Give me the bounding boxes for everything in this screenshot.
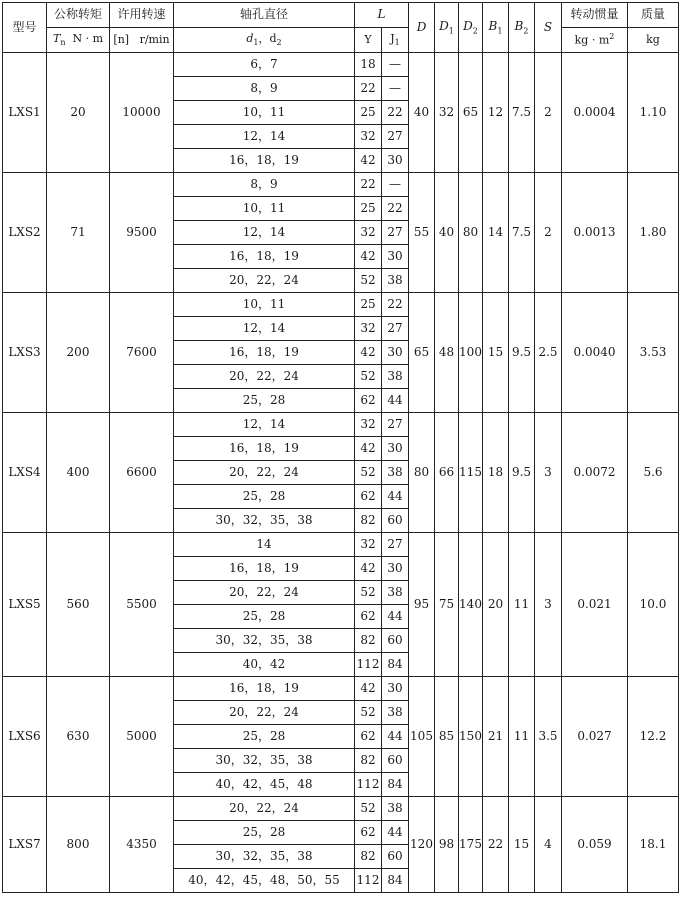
D-cell: 65: [409, 293, 435, 413]
header-inertia-unit: kg · $m^2$: [562, 28, 628, 53]
length-Y-cell: 42: [355, 677, 382, 701]
header-speed: 许用转速: [110, 3, 174, 28]
bore-diameter-cell: 20，22，24: [174, 797, 355, 821]
length-J1-cell: 27: [382, 533, 409, 557]
speed-cell: 10000: [110, 53, 174, 173]
length-J1-cell: —: [382, 77, 409, 101]
length-J1-cell: 30: [382, 557, 409, 581]
length-Y-cell: 62: [355, 821, 382, 845]
table-row: [3, 293, 679, 317]
D-cell: 80: [409, 413, 435, 533]
header-length-Y: Y: [355, 28, 382, 53]
bore-diameter-cell: 16，18，19: [174, 341, 355, 365]
D1-cell: 40: [435, 173, 459, 293]
model-cell: LXS5: [3, 533, 47, 677]
B1-cell: 14: [483, 173, 509, 293]
table-row: [3, 797, 679, 821]
header-D: D: [409, 3, 435, 53]
B1-cell: 18: [483, 413, 509, 533]
length-Y-cell: 32: [355, 533, 382, 557]
bore-diameter-cell: 20，22，24: [174, 701, 355, 725]
bore-diameter-cell: 25，28: [174, 725, 355, 749]
mass-cell: 1.80: [628, 173, 679, 293]
length-Y-cell: 42: [355, 149, 382, 173]
length-J1-cell: 60: [382, 845, 409, 869]
table-row: [3, 53, 679, 77]
B1-cell: 20: [483, 533, 509, 677]
torque-cell: 20: [47, 53, 110, 173]
length-J1-cell: 44: [382, 605, 409, 629]
D1-cell: 32: [435, 53, 459, 173]
bore-diameter-cell: 16，18，19: [174, 245, 355, 269]
D1-cell: 85: [435, 677, 459, 797]
length-J1-cell: 44: [382, 821, 409, 845]
bore-diameter-cell: 20，22，24: [174, 269, 355, 293]
length-Y-cell: 42: [355, 341, 382, 365]
length-J1-cell: 38: [382, 461, 409, 485]
D2-cell: 80: [459, 173, 483, 293]
length-J1-cell: —: [382, 173, 409, 197]
B2-cell: 11: [509, 533, 535, 677]
length-Y-cell: 82: [355, 845, 382, 869]
mass-cell: 1.10: [628, 53, 679, 173]
length-Y-cell: 32: [355, 413, 382, 437]
length-J1-cell: 22: [382, 101, 409, 125]
bore-diameter-cell: 16，18，19: [174, 437, 355, 461]
header-length-J1: $J_1$: [382, 28, 409, 53]
D2-cell: 100: [459, 293, 483, 413]
D1-cell: 75: [435, 533, 459, 677]
length-Y-cell: 82: [355, 509, 382, 533]
length-J1-cell: 84: [382, 653, 409, 677]
length-J1-cell: 84: [382, 869, 409, 893]
inertia-cell: 0.0072: [562, 413, 628, 533]
bore-diameter-cell: 10，11: [174, 293, 355, 317]
model-cell: LXS6: [3, 677, 47, 797]
header-model: 型号: [3, 3, 47, 53]
mass-cell: 3.53: [628, 293, 679, 413]
bore-diameter-cell: 12，14: [174, 413, 355, 437]
D-cell: 120: [409, 797, 435, 893]
D2-cell: 140: [459, 533, 483, 677]
model-cell: LXS7: [3, 797, 47, 893]
header-bore-symbols: $d_1$，$d_2$: [174, 28, 355, 53]
S-cell: 4: [535, 797, 562, 893]
inertia-cell: 0.0040: [562, 293, 628, 413]
S-cell: 3: [535, 413, 562, 533]
length-Y-cell: 112: [355, 773, 382, 797]
header-torque-unit: $T_n$ N · m: [47, 28, 110, 53]
speed-cell: 9500: [110, 173, 174, 293]
S-cell: 2: [535, 173, 562, 293]
length-J1-cell: 38: [382, 797, 409, 821]
D2-cell: 150: [459, 677, 483, 797]
length-Y-cell: 25: [355, 293, 382, 317]
length-Y-cell: 112: [355, 653, 382, 677]
bore-diameter-cell: 20，22，24: [174, 461, 355, 485]
length-Y-cell: 18: [355, 53, 382, 77]
bore-diameter-cell: 30，32，35，38: [174, 845, 355, 869]
inertia-cell: 0.059: [562, 797, 628, 893]
length-J1-cell: 27: [382, 413, 409, 437]
length-Y-cell: 25: [355, 197, 382, 221]
length-J1-cell: 60: [382, 509, 409, 533]
length-Y-cell: 25: [355, 101, 382, 125]
bore-diameter-cell: 10，11: [174, 101, 355, 125]
header-D2: $D_2$: [459, 3, 483, 53]
length-J1-cell: 84: [382, 773, 409, 797]
length-Y-cell: 42: [355, 557, 382, 581]
D1-cell: 66: [435, 413, 459, 533]
bore-diameter-cell: 16，18，19: [174, 149, 355, 173]
bore-diameter-cell: 25，28: [174, 821, 355, 845]
B1-cell: 12: [483, 53, 509, 173]
B2-cell: 15: [509, 797, 535, 893]
header-mass-unit: kg: [628, 28, 679, 53]
header-length: L: [355, 3, 409, 28]
header-B2: $B_2$: [509, 3, 535, 53]
bore-diameter-cell: 25，28: [174, 485, 355, 509]
inertia-cell: 0.0004: [562, 53, 628, 173]
speed-cell: 4350: [110, 797, 174, 893]
bore-diameter-cell: 14: [174, 533, 355, 557]
model-cell: LXS1: [3, 53, 47, 173]
length-J1-cell: 38: [382, 701, 409, 725]
D2-cell: 175: [459, 797, 483, 893]
length-Y-cell: 52: [355, 581, 382, 605]
torque-cell: 630: [47, 677, 110, 797]
length-J1-cell: 27: [382, 125, 409, 149]
length-Y-cell: 22: [355, 77, 382, 101]
speed-cell: 5500: [110, 533, 174, 677]
length-J1-cell: 38: [382, 365, 409, 389]
length-Y-cell: 52: [355, 365, 382, 389]
S-cell: 3.5: [535, 677, 562, 797]
D2-cell: 65: [459, 53, 483, 173]
length-J1-cell: 44: [382, 389, 409, 413]
bore-diameter-cell: 12，14: [174, 221, 355, 245]
length-J1-cell: 27: [382, 221, 409, 245]
torque-cell: 560: [47, 533, 110, 677]
torque-cell: 800: [47, 797, 110, 893]
table-row: [3, 533, 679, 557]
length-Y-cell: 32: [355, 221, 382, 245]
mass-cell: 12.2: [628, 677, 679, 797]
S-cell: 2: [535, 53, 562, 173]
length-Y-cell: 112: [355, 869, 382, 893]
header-speed-unit: [n] r/min: [110, 28, 174, 53]
bore-diameter-cell: 8，9: [174, 77, 355, 101]
length-J1-cell: 38: [382, 581, 409, 605]
length-J1-cell: 30: [382, 437, 409, 461]
bore-diameter-cell: 25，28: [174, 605, 355, 629]
bore-diameter-cell: 30，32，35，38: [174, 749, 355, 773]
D-cell: 40: [409, 53, 435, 173]
bore-diameter-cell: 6，7: [174, 53, 355, 77]
length-Y-cell: 52: [355, 269, 382, 293]
torque-cell: 200: [47, 293, 110, 413]
length-Y-cell: 62: [355, 485, 382, 509]
bore-diameter-cell: 25，28: [174, 389, 355, 413]
inertia-cell: 0.0013: [562, 173, 628, 293]
bore-diameter-cell: 40，42，45，48: [174, 773, 355, 797]
D-cell: 105: [409, 677, 435, 797]
B2-cell: 7.5: [509, 53, 535, 173]
bore-diameter-cell: 12，14: [174, 317, 355, 341]
coupling-spec-table: [2, 2, 679, 893]
length-J1-cell: 30: [382, 149, 409, 173]
D-cell: 55: [409, 173, 435, 293]
mass-cell: 5.6: [628, 413, 679, 533]
bore-diameter-cell: 8，9: [174, 173, 355, 197]
bore-diameter-cell: 20，22，24: [174, 581, 355, 605]
length-Y-cell: 42: [355, 437, 382, 461]
header-mass: 质量: [628, 3, 679, 28]
D2-cell: 115: [459, 413, 483, 533]
B1-cell: 21: [483, 677, 509, 797]
inertia-cell: 0.027: [562, 677, 628, 797]
length-Y-cell: 32: [355, 317, 382, 341]
length-Y-cell: 62: [355, 605, 382, 629]
B1-cell: 22: [483, 797, 509, 893]
model-cell: LXS3: [3, 293, 47, 413]
length-Y-cell: 52: [355, 461, 382, 485]
B2-cell: 9.5: [509, 413, 535, 533]
D1-cell: 98: [435, 797, 459, 893]
S-cell: 2.5: [535, 293, 562, 413]
speed-cell: 7600: [110, 293, 174, 413]
bore-diameter-cell: 20，22，24: [174, 365, 355, 389]
length-Y-cell: 22: [355, 173, 382, 197]
torque-cell: 71: [47, 173, 110, 293]
header-torque: 公称转矩: [47, 3, 110, 28]
length-Y-cell: 62: [355, 725, 382, 749]
length-J1-cell: 44: [382, 725, 409, 749]
header-bore: 轴孔直径: [174, 3, 355, 28]
table-row: [3, 413, 679, 437]
bore-diameter-cell: 30，32，35，38: [174, 629, 355, 653]
B2-cell: 11: [509, 677, 535, 797]
length-J1-cell: —: [382, 53, 409, 77]
torque-cell: 400: [47, 413, 110, 533]
bore-diameter-cell: 16，18，19: [174, 677, 355, 701]
inertia-cell: 0.021: [562, 533, 628, 677]
length-J1-cell: 60: [382, 629, 409, 653]
S-cell: 3: [535, 533, 562, 677]
table-row: [3, 173, 679, 197]
D-cell: 95: [409, 533, 435, 677]
D1-cell: 48: [435, 293, 459, 413]
B2-cell: 7.5: [509, 173, 535, 293]
bore-diameter-cell: 16，18，19: [174, 557, 355, 581]
model-cell: LXS4: [3, 413, 47, 533]
length-J1-cell: 30: [382, 245, 409, 269]
header-S: S: [535, 3, 562, 53]
mass-cell: 18.1: [628, 797, 679, 893]
table-row: [3, 677, 679, 701]
length-J1-cell: 38: [382, 269, 409, 293]
length-J1-cell: 30: [382, 677, 409, 701]
speed-cell: 5000: [110, 677, 174, 797]
length-J1-cell: 22: [382, 293, 409, 317]
header-inertia: 转动惯量: [562, 3, 628, 28]
length-Y-cell: 82: [355, 749, 382, 773]
length-Y-cell: 82: [355, 629, 382, 653]
bore-diameter-cell: 10，11: [174, 197, 355, 221]
length-J1-cell: 60: [382, 749, 409, 773]
length-J1-cell: 30: [382, 341, 409, 365]
table-header: [3, 3, 679, 53]
bore-diameter-cell: 30，32，35，38: [174, 509, 355, 533]
header-D1: $D_1$: [435, 3, 459, 53]
model-cell: LXS2: [3, 173, 47, 293]
header-B1: $B_1$: [483, 3, 509, 53]
length-Y-cell: 52: [355, 701, 382, 725]
B2-cell: 9.5: [509, 293, 535, 413]
mass-cell: 10.0: [628, 533, 679, 677]
length-Y-cell: 32: [355, 125, 382, 149]
length-Y-cell: 42: [355, 245, 382, 269]
bore-diameter-cell: 12，14: [174, 125, 355, 149]
table-body: [3, 53, 679, 893]
length-Y-cell: 52: [355, 797, 382, 821]
length-Y-cell: 62: [355, 389, 382, 413]
length-J1-cell: 27: [382, 317, 409, 341]
length-J1-cell: 44: [382, 485, 409, 509]
bore-diameter-cell: 40，42: [174, 653, 355, 677]
speed-cell: 6600: [110, 413, 174, 533]
bore-diameter-cell: 40，42，45，48，50，55: [174, 869, 355, 893]
length-J1-cell: 22: [382, 197, 409, 221]
B1-cell: 15: [483, 293, 509, 413]
